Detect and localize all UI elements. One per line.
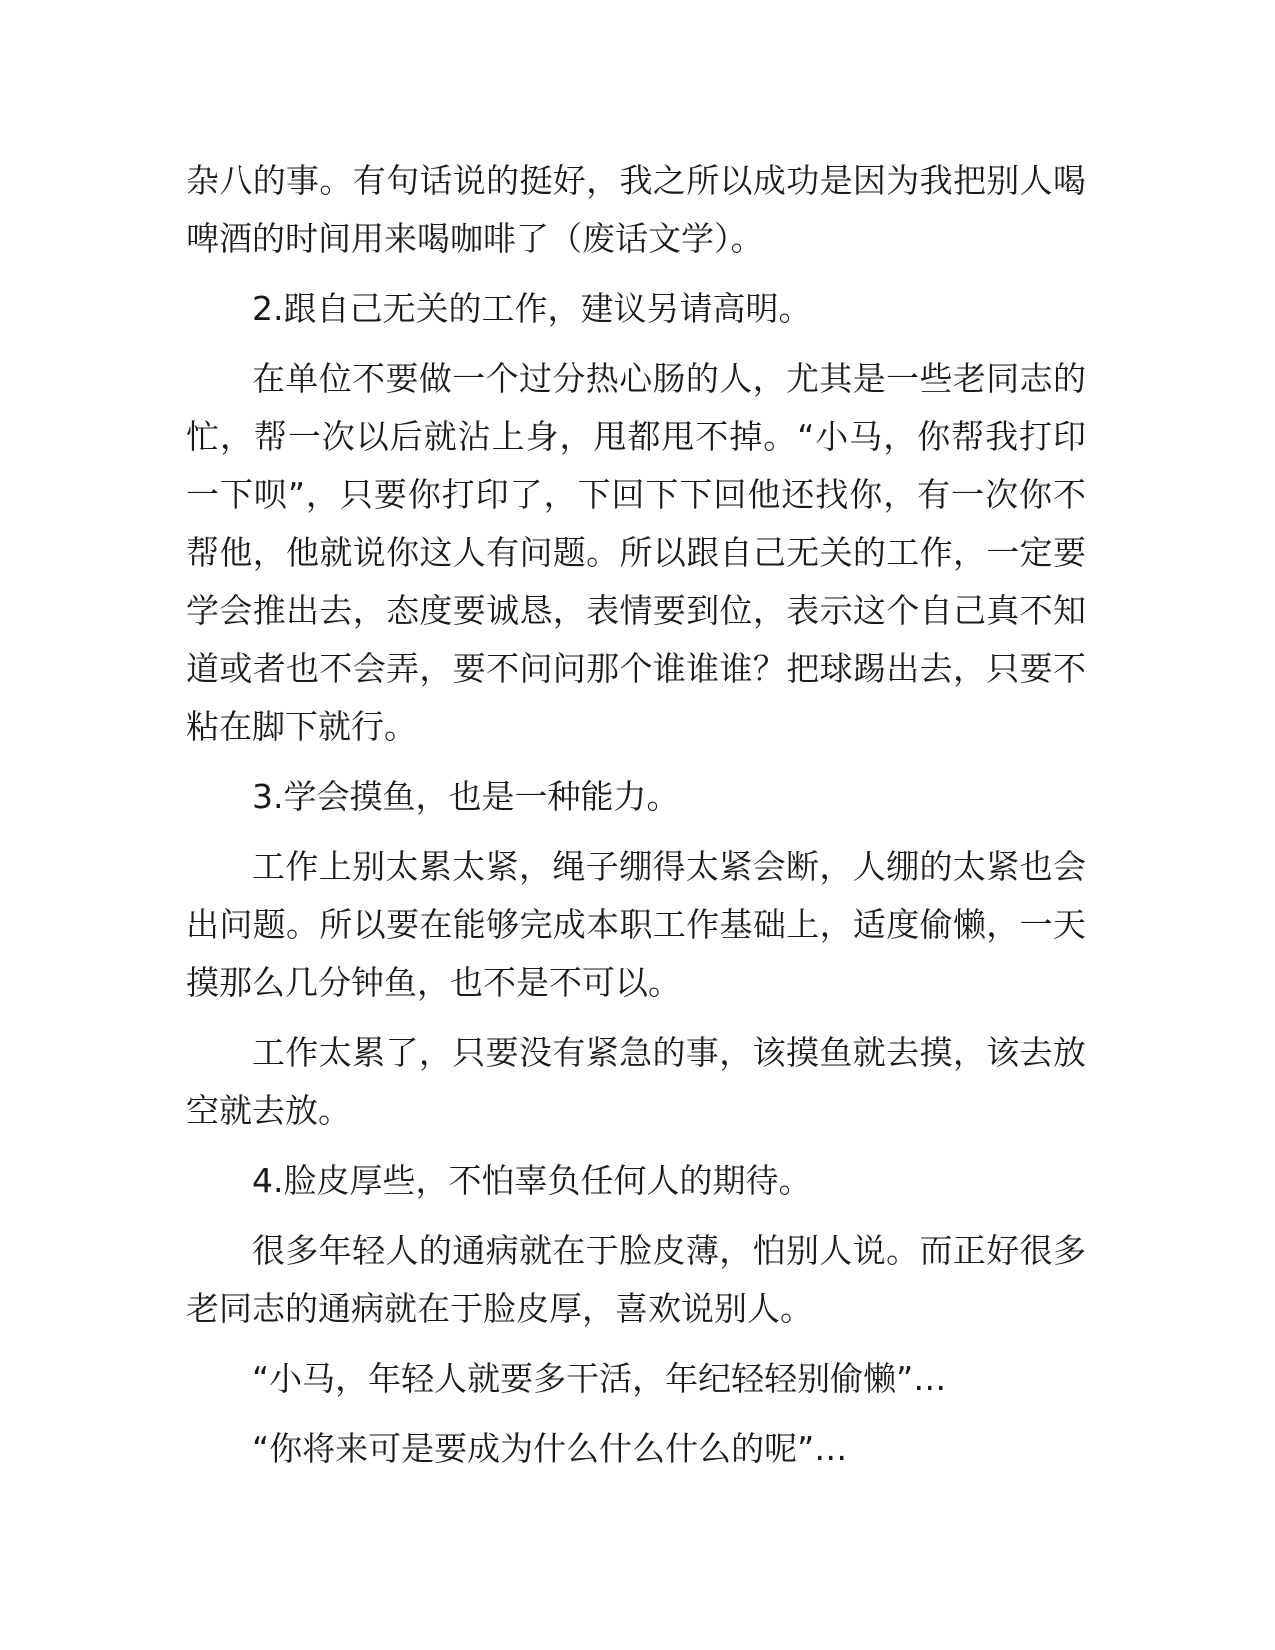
section-heading-4: 4.脸皮厚些，不怕辜负任何人的期待。 — [252, 1161, 812, 1200]
paragraph-continuation: 杂八的事。有句话说的挺好，我之所以成功是因为我把别人喝啤酒的时间用来喝咖啡了（废话文学）。 — [186, 161, 1086, 258]
quote-line: “小马，年轻人就要多干活，年纪轻轻别偷懒”… — [252, 1359, 947, 1398]
paragraph: 工作太累了，只要没有紧急的事，该摸鱼就去摸，该去放空就去放。 — [186, 1033, 1086, 1130]
paragraph: 在单位不要做一个过分热心肠的人，尤其是一些老同志的忙，帮一次以后就沾上身，甩都甩不掉。“小马，你帮我打印一下呗”，只要你打印了，下回下下回他还找你，有一次你不帮他，他就说你这人有问题。所以跟自己无关的工作，一定要学会推出去，态度要诚恳，表情要到位，表示这个自己真不知道或者也不会弄，要不问问那个谁谁谁？把球踢出去，只要不粘在脚下就行。 — [186, 359, 1086, 746]
paragraph: 很多年轻人的通病就在于脸皮薄，怕别人说。而正好很多老同志的通病就在于脸皮厚，喜欢说别人。 — [186, 1231, 1086, 1328]
paragraph: 工作上别太累太紧，绳子绷得太紧会断，人绷的太紧也会出问题。所以要在能够完成本职工作基础上，适度偷懒，一天摸那么几分钟鱼，也不是不可以。 — [186, 847, 1086, 1002]
document-body — [186, 152, 1086, 1490]
quote-line: “你将来可是要成为什么什么什么的呢”… — [252, 1429, 848, 1468]
section-heading-3: 3.学会摸鱼，也是一种能力。 — [252, 777, 680, 816]
section-heading-2: 2.跟自己无关的工作，建议另请高明。 — [252, 289, 812, 328]
